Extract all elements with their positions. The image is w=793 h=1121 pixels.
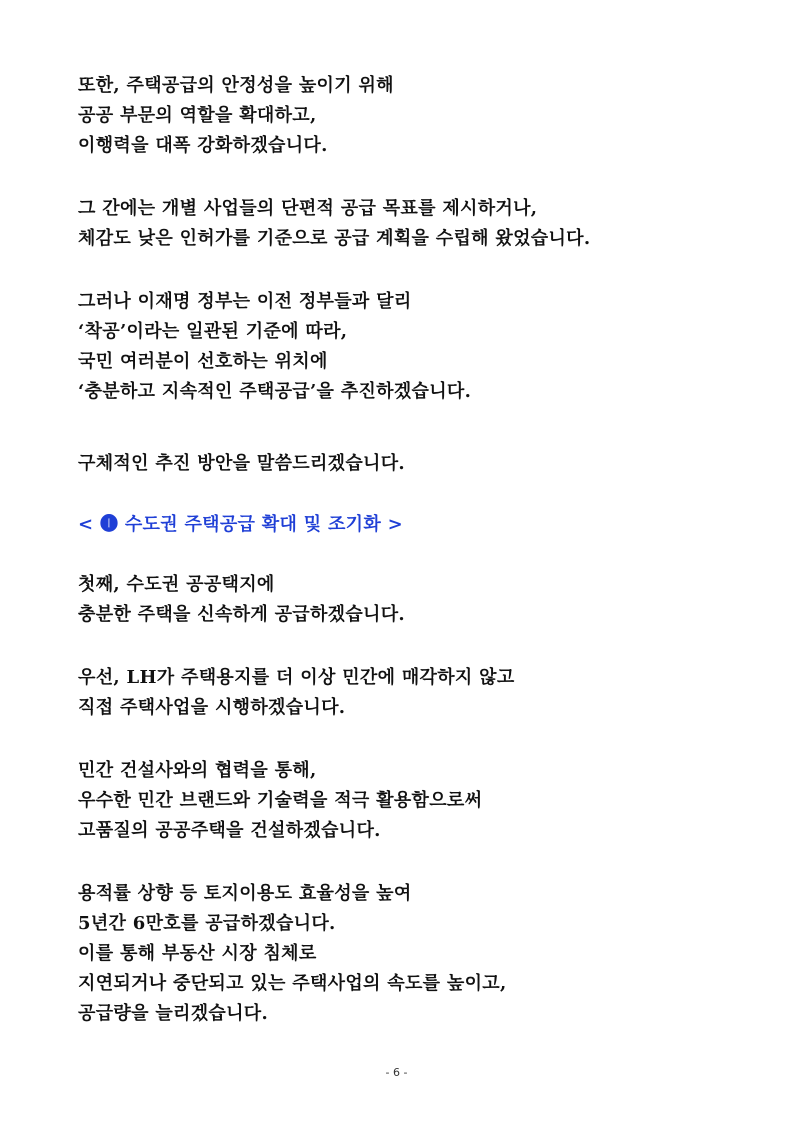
paragraph-past-approach: [78, 194, 768, 254]
text-line: 이행력을 대폭 강화하겠습니다.: [78, 135, 328, 156]
text-line: 그러나 이재명 정부는 이전 정부들과 달리: [78, 291, 412, 312]
text-line: 또한, 주택공급의 안정성을 높이기 위해: [78, 75, 394, 96]
section-heading: [78, 510, 768, 540]
paragraph-intro-measures: [78, 449, 768, 479]
paragraph-first-measure: [78, 570, 768, 630]
text-line: 체감도 낮은 인허가를 기준으로 공급 계획을 수립해 왔었습니다.: [78, 228, 591, 249]
section-heading-text: < ❶ 수도권 주택공급 확대 및 조기화 >: [78, 514, 403, 535]
text-line: 우선, LH가 주택용지를 더 이상 민간에 매각하지 않고: [78, 667, 515, 688]
text-line: 이를 통해 부동산 시장 침체로: [78, 943, 317, 964]
page-number: - 6 -: [385, 1066, 408, 1079]
text-line: 우수한 민간 브랜드와 기술력을 적극 활용함으로써: [78, 790, 483, 811]
text-line: 용적률 상향 등 토지이용도 효율성을 높여: [78, 883, 412, 904]
text-line: 구체적인 추진 방안을 말씀드리겠습니다.: [78, 453, 405, 474]
paragraph-new-standard: [78, 287, 768, 407]
text-line: ‘충분하고 지속적인 주택공급’을 추진하겠습니다.: [78, 381, 472, 402]
text-line: 충분한 주택을 신속하게 공급하겠습니다.: [78, 604, 405, 625]
text-line: ‘착공’이라는 일관된 기준에 따라,: [78, 321, 348, 342]
text-line: 고품질의 공공주택을 건설하겠습니다.: [78, 820, 381, 841]
paragraph-lh-direct: [78, 663, 768, 723]
text-line: 5년간 6만호를 공급하겠습니다.: [78, 913, 336, 934]
text-line: 국민 여러분이 선호하는 위치에: [78, 351, 328, 372]
text-line: 지연되거나 중단되고 있는 주택사업의 속도를 높이고,: [78, 973, 507, 994]
paragraph-private-cooperation: [78, 756, 768, 846]
text-line: 그 간에는 개별 사업들의 단편적 공급 목표를 제시하거나,: [78, 198, 538, 219]
paragraph-floor-area-ratio: [78, 879, 768, 1029]
text-line: 공공 부문의 역할을 확대하고,: [78, 105, 317, 126]
text-line: 직접 주택사업을 시행하겠습니다.: [78, 697, 346, 718]
text-line: 공급량을 늘리겠습니다.: [78, 1003, 269, 1024]
paragraph-public-role: [78, 71, 768, 161]
text-line: 첫째, 수도권 공공택지에: [78, 574, 275, 595]
text-line: 민간 건설사와의 협력을 통해,: [78, 760, 317, 781]
